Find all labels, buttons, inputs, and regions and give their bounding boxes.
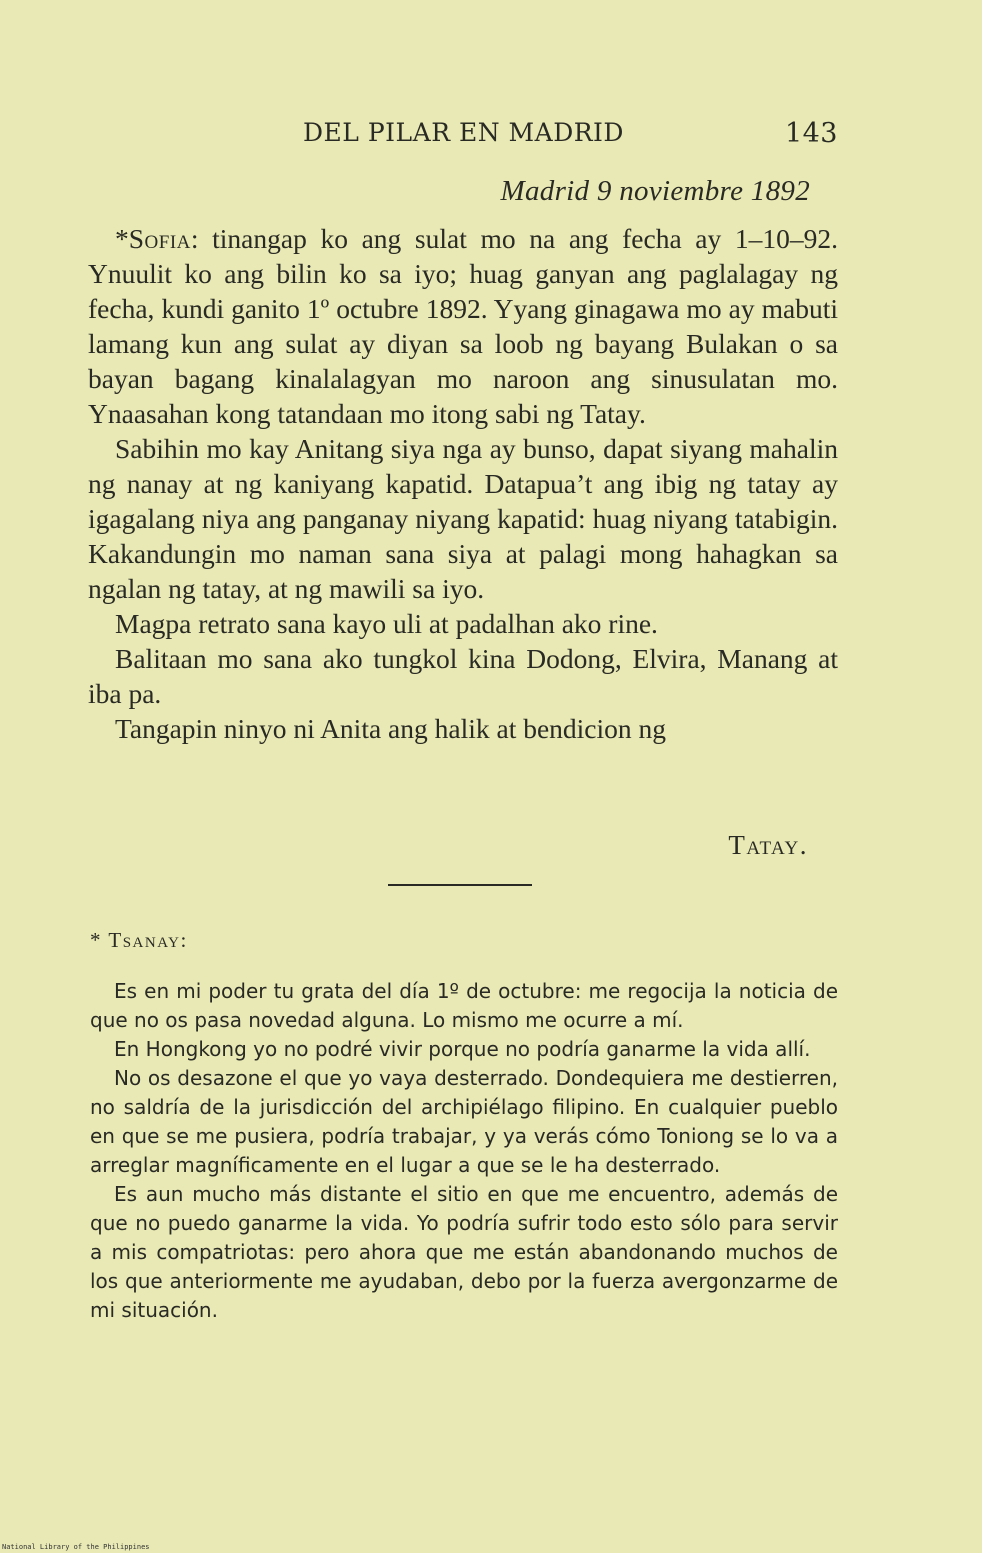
section-divider	[388, 884, 532, 886]
footnote-paragraph: Es aun mucho más distante el sitio en que me encuentro, además de que no puedo ganarme la vida. Yo podría sufrir todo esto sólo para servir a mis compatriotas: pero ahora que me están abandonando muchos de los que anteriormente me ayudaban, debo por la fuerza avergonzarme de mi situación.	[90, 1182, 838, 1322]
paragraph-text: : tinangap ko ang sulat mo na ang fecha ay 1–10–92. Ynuulit ko ang bilin ko sa iyo; huag ganyan ang paglalagay ng fecha, kundi ganito 1º octubre 1892. Yyang ginagawa mo ay mabuti lamang kun ang sulat ay diyan sa loob ng bayang Bulakan o sa bayan bagang kinalalagyan mo naroon ang sinusulatan mo. Ynaasahan kong tatandaan mo itong sabi ng Tatay.	[88, 223, 838, 429]
footnote-paragraph: No os desazone el que yo vaya desterrado. Dondequiera me destierren, no saldría de la jurisdicción del archipiélago filipino. En cualquier pueblo en que se me pusiera, podría trabajar, y ya verás cómo Toniong se lo va a arreglar magníficamente en el lugar a que se le ha desterrado.	[90, 1066, 838, 1177]
footnote-body	[90, 977, 838, 1325]
running-title: DEL PILAR EN MADRID	[303, 118, 624, 147]
letter-signature: Tatay.	[728, 830, 808, 860]
library-credit: National Library of the Philippines	[2, 1543, 150, 1551]
footnote-paragraph: Es en mi poder tu grata del día 1º de octubre: me regocija la noticia de que no os pasa novedad alguna. Lo mismo me ocurre a mí.	[90, 979, 838, 1032]
letter-dateline: Madrid 9 noviembre 1892	[500, 175, 810, 207]
letter-paragraph	[88, 221, 838, 431]
footnote-paragraph: En Hongkong yo no podré vivir porque no podría ganarme la vida allí.	[114, 1037, 811, 1061]
footnote-marker: *	[115, 223, 129, 254]
salutation: Sofia	[128, 223, 191, 254]
letter-paragraph: Tangapin ninyo ni Anita ang halik at bendicion ng	[115, 713, 667, 744]
letter-paragraph: Magpa retrato sana kayo uli at padalhan ako rine.	[115, 608, 658, 639]
footnote-heading: * Tsanay:	[90, 928, 188, 952]
letter-paragraph: Sabihin mo kay Anitang siya nga ay bunso, dapat siyang mahalin ng nanay at ng kaniyang kapatid. Datapua’t ang ibig ng tatay ay igagalang niya ang panganay niyang kapatid: huag niyang tatabigin. Kakandungin mo naman sana siya at palagi mong hahagkan sa ngalan ng tatay, at ng mawili sa iyo.	[88, 433, 838, 604]
page-number: 143	[784, 118, 838, 149]
letter-paragraph: Balitaan mo sana ako tungkol kina Dodong, Elvira, Manang at iba pa.	[88, 643, 838, 709]
letter-body	[88, 221, 838, 746]
